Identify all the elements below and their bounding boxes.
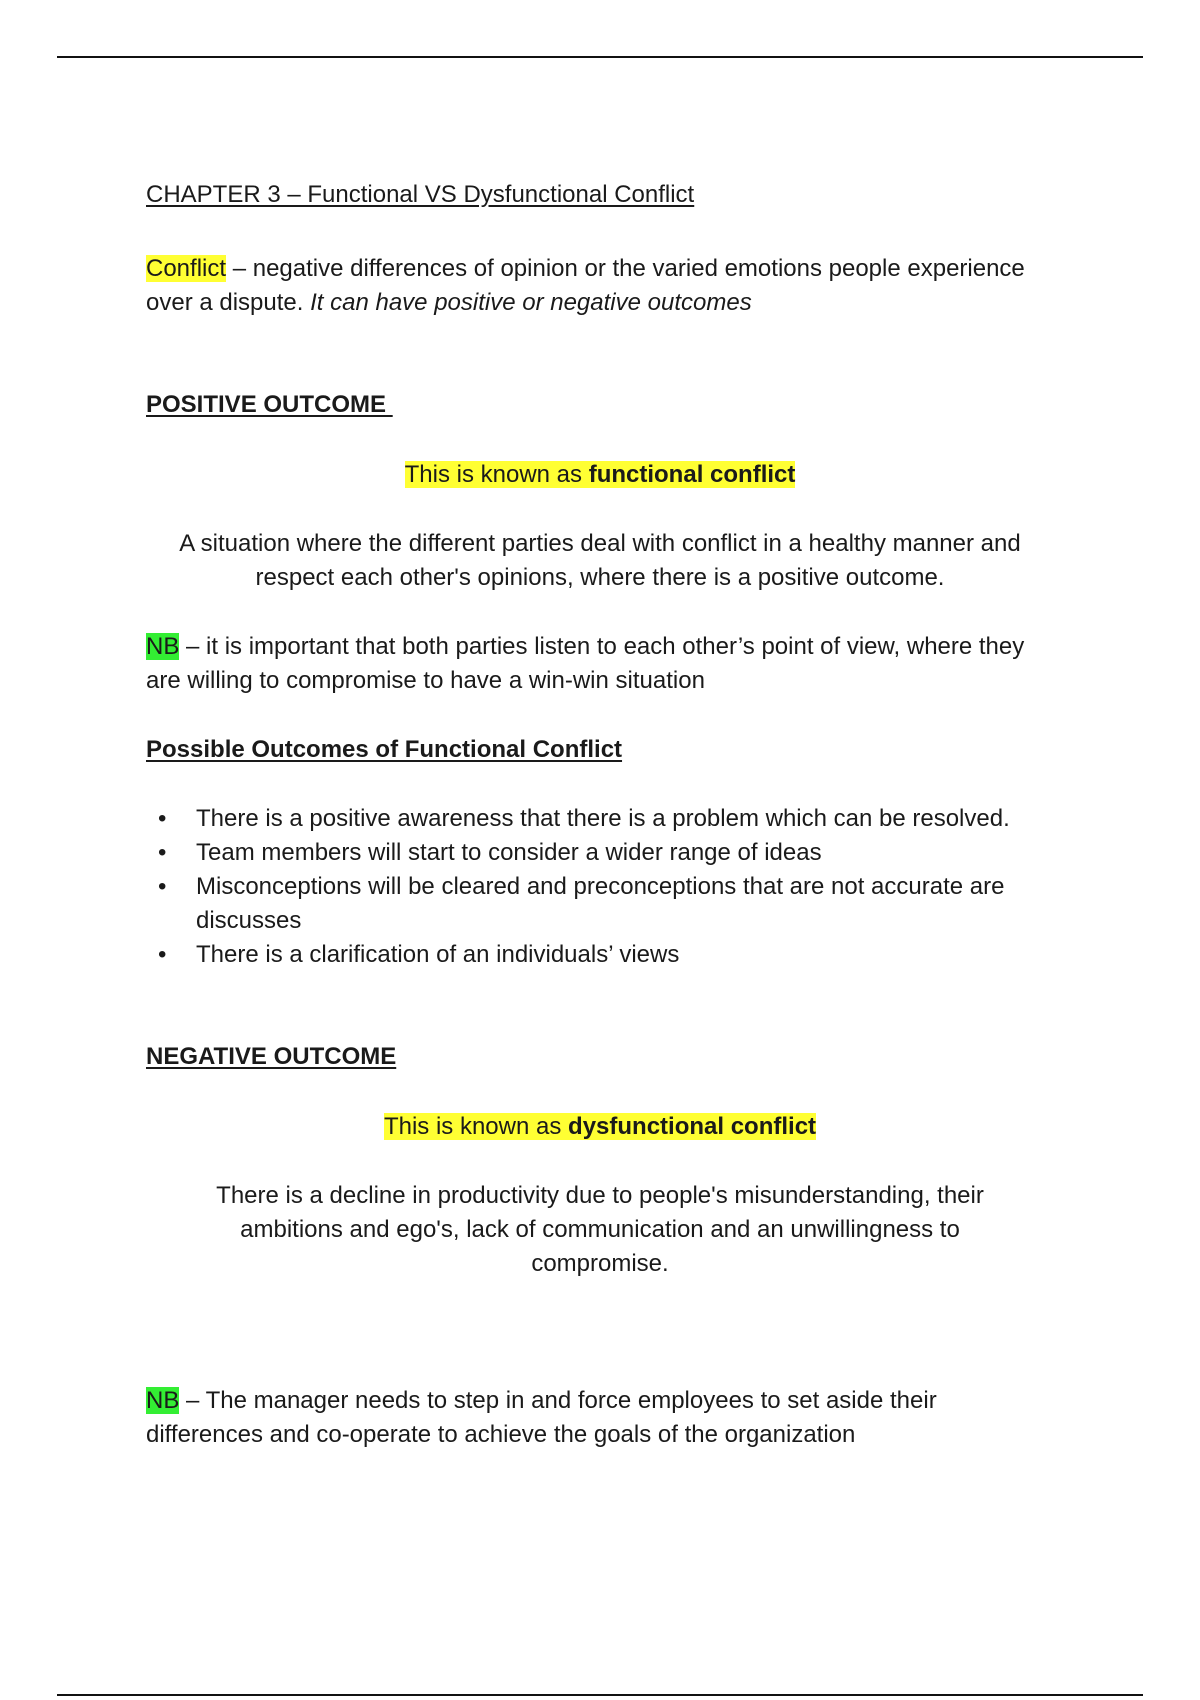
negative-outcome-heading: NEGATIVE OUTCOME	[146, 1043, 397, 1070]
list-item	[146, 870, 1054, 938]
bullet-icon: •	[158, 941, 167, 968]
functional-description: A situation where the different parties deal with conflict in a healthy manner and respect each other's opinions, where there is a positive outcome.	[179, 530, 1021, 591]
top-rule	[57, 56, 1143, 58]
known-as-prefix: This is known as	[383, 1113, 569, 1140]
outcomes-heading: Possible Outcomes of Functional Conflict	[146, 736, 623, 763]
bottom-rule	[57, 1694, 1143, 1696]
list-item	[146, 802, 1054, 836]
list-item-text: Misconceptions will be cleared and preconceptions that are not accurate are discusses	[196, 873, 1005, 934]
outcomes-list	[146, 802, 1054, 972]
bullet-icon: •	[158, 839, 167, 866]
list-item	[146, 836, 1054, 870]
dysfunctional-highlight	[384, 1113, 816, 1140]
dysfunctional-conflict-term: dysfunctional conflict	[568, 1113, 817, 1140]
bullet-icon: •	[158, 873, 167, 900]
nb-label: NB	[146, 633, 180, 660]
list-item	[146, 938, 1054, 972]
nb-note-positive	[146, 630, 1054, 698]
positive-outcome-heading: POSITIVE OUTCOME	[146, 391, 393, 418]
chapter-title: CHAPTER 3 – Functional VS Dysfunctional Conflict	[146, 181, 695, 208]
known-as-prefix: This is known as	[404, 461, 589, 488]
conflict-definition	[146, 252, 1054, 320]
functional-conflict-line	[146, 458, 1054, 492]
definition-text: – negative differences of opinion or the varied emotions people experience over a dispute.	[146, 255, 1025, 316]
nb-text: – it is important that both parties listen to each other’s point of view, where they are willing to compromise to have a win-win situation	[146, 633, 1025, 694]
list-item-text: There is a clarification of an individuals’ views	[196, 941, 680, 968]
nb-note-negative	[146, 1384, 1054, 1452]
functional-highlight	[405, 461, 796, 488]
bullet-icon: •	[158, 805, 167, 832]
dysfunctional-description: There is a decline in productivity due to people's misunderstanding, their ambitions and ego's, lack of communication and an unwillingness to compromise.	[216, 1182, 984, 1277]
nb-text: – The manager needs to step in and force employees to set aside their differences and co-operate to achieve the goals of the organization	[146, 1387, 937, 1448]
document-page	[146, 178, 1054, 1452]
nb-label: NB	[146, 1387, 180, 1414]
functional-conflict-term: functional conflict	[588, 461, 796, 488]
definition-term: Conflict	[146, 255, 227, 282]
list-item-text: There is a positive awareness that there is a problem which can be resolved.	[196, 805, 1010, 832]
definition-italic: It can have positive or negative outcomes	[310, 289, 752, 316]
dysfunctional-conflict-line	[146, 1110, 1054, 1144]
list-item-text: Team members will start to consider a wider range of ideas	[196, 839, 822, 866]
